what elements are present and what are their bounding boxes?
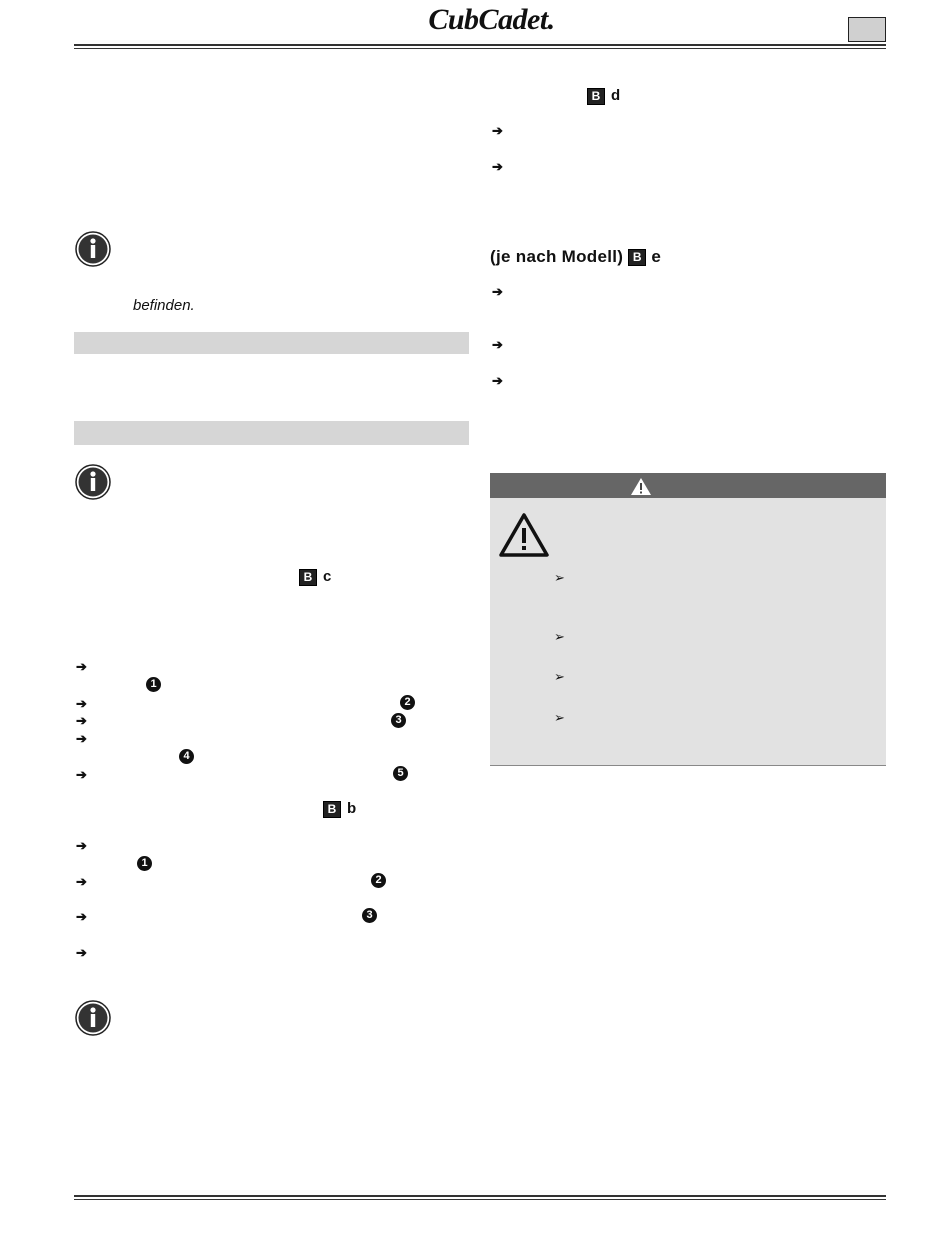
arrow-bullet: ➔ (76, 713, 87, 728)
figure-badge: B (587, 88, 605, 105)
chevron-bullet: ➢ (554, 570, 565, 585)
step-number-5: 5 (393, 766, 408, 781)
info-icon (75, 464, 111, 500)
step-number-1: 1 (137, 856, 152, 871)
arrow-bullet: ➔ (76, 696, 87, 711)
header-rule-thin (74, 48, 886, 49)
arrow-bullet: ➔ (76, 731, 87, 746)
figure-reference-d: B d (587, 87, 620, 105)
info-icon (75, 1000, 111, 1036)
footer-rule-thin (74, 1199, 886, 1200)
arrow-bullet: ➔ (492, 159, 503, 174)
header-rule (74, 44, 886, 46)
chevron-bullet: ➢ (554, 669, 565, 684)
arrow-bullet: ➔ (76, 838, 87, 853)
warning-triangle-icon (630, 477, 652, 496)
brand-logo: CubCadet. (428, 3, 555, 36)
figure-reference-b: B b (323, 800, 356, 818)
section-heading-e: (je nach Modell) B e (490, 247, 662, 266)
warning-box (490, 498, 886, 766)
arrow-bullet: ➔ (76, 945, 87, 960)
figure-badge: B (628, 249, 646, 266)
step-number-2: 2 (400, 695, 415, 710)
warning-triangle-icon (498, 512, 550, 558)
warning-header-bar (490, 473, 886, 498)
section-bar-1 (74, 332, 469, 354)
arrow-bullet: ➔ (76, 659, 87, 674)
arrow-bullet: ➔ (76, 874, 87, 889)
step-number-2: 2 (371, 873, 386, 888)
arrow-bullet: ➔ (492, 284, 503, 299)
arrow-bullet: ➔ (492, 373, 503, 388)
step-number-1: 1 (146, 677, 161, 692)
step-number-3: 3 (362, 908, 377, 923)
chevron-bullet: ➢ (554, 710, 565, 725)
chevron-bullet: ➢ (554, 629, 565, 644)
note-text: befinden. (133, 297, 195, 314)
arrow-bullet: ➔ (492, 123, 503, 138)
arrow-bullet: ➔ (76, 767, 87, 782)
figure-badge: B (299, 569, 317, 586)
step-number-3: 3 (391, 713, 406, 728)
arrow-bullet: ➔ (492, 337, 503, 352)
footer-rule (74, 1195, 886, 1197)
info-icon (75, 231, 111, 267)
page-number-box (848, 17, 886, 42)
figure-badge: B (323, 801, 341, 818)
arrow-bullet: ➔ (76, 909, 87, 924)
step-number-4: 4 (179, 749, 194, 764)
section-bar-2 (74, 421, 469, 445)
figure-reference-c: B c (299, 568, 331, 586)
